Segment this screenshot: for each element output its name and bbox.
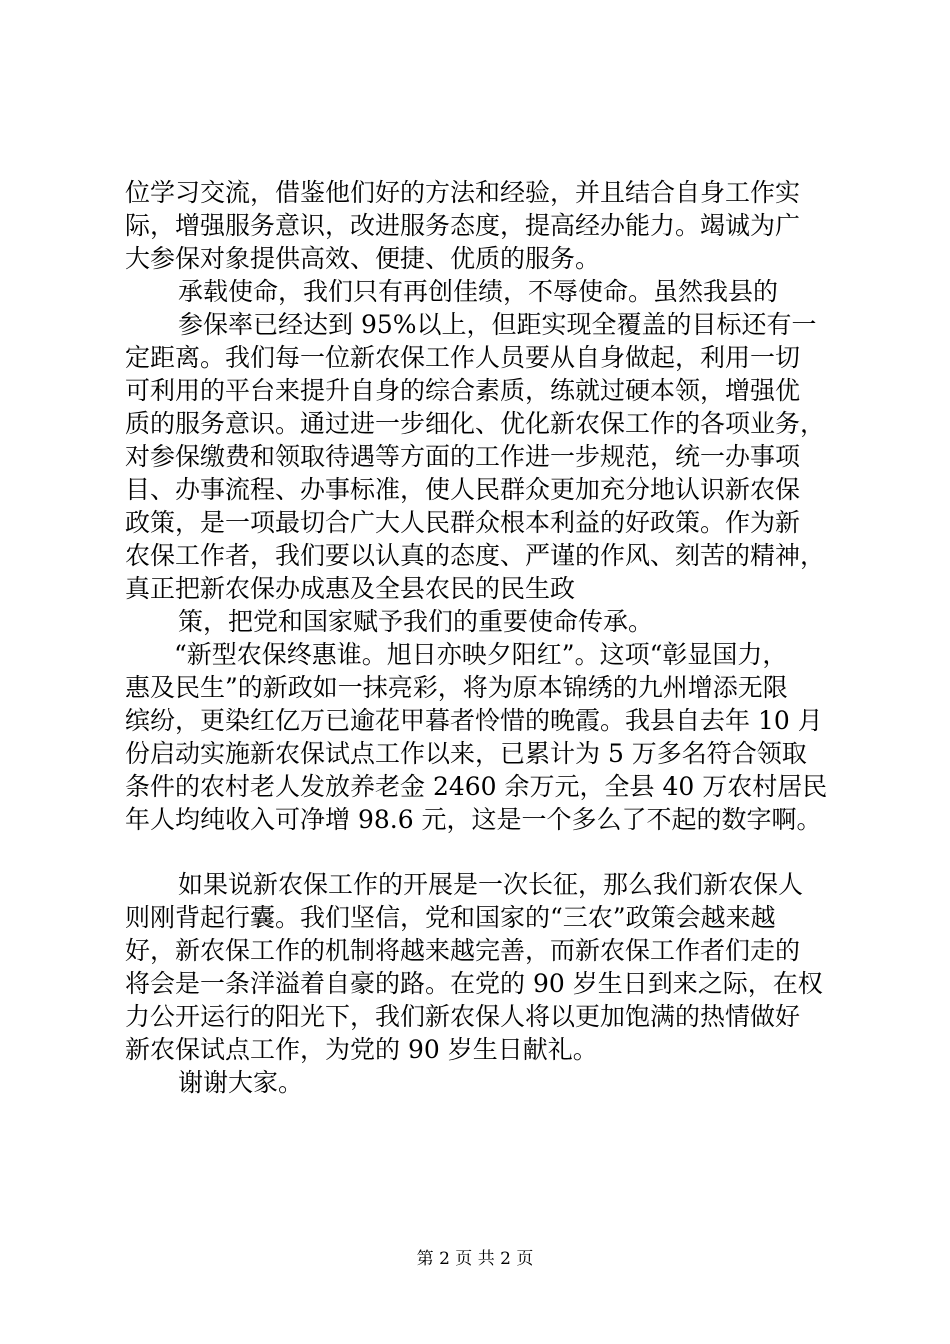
text-line: 好，新农保工作的机制将越来越完善，而新农保工作者们走的 — [125, 936, 801, 965]
text-line: 真正把新农保办成惠及全县农民的民生政 — [125, 574, 576, 603]
text-line: 如果说新农保工作的开展是一次长征，那么我们新农保人 — [178, 870, 804, 899]
text-line: 新农保试点工作，为党的 90 岁生日献礼。 — [125, 1035, 598, 1064]
text-line: 位学习交流，借鉴他们好的方法和经验，并且结合自身工作实 — [125, 178, 801, 207]
text-line: 可利用的平台来提升自身的综合素质，练就过硬本领，增强优 — [125, 376, 801, 405]
text-line: 则刚背起行囊。我们坚信，党和国家的“三农”政策会越来越 — [125, 903, 776, 932]
text-line: 农保工作者，我们要以认真的态度、严谨的作风、刻苦的精神， — [125, 541, 826, 570]
text-line: 政策，是一项最切合广大人民群众根本利益的好政策。作为新 — [125, 508, 801, 537]
text-line: 缤纷，更染红亿万已逾花甲暮者怜惜的晚霞。我县自去年 10 月 — [125, 706, 823, 735]
text-line: 大参保对象提供高效、便捷、优质的服务。 — [125, 244, 601, 273]
text-line: 谢谢大家。 — [178, 1068, 304, 1097]
text-line: 将会是一条洋溢着自豪的路。在党的 90 岁生日到来之际，在权 — [125, 969, 823, 998]
text-line: 对参保缴费和领取待遇等方面的工作进一步规范，统一办事项 — [125, 442, 801, 471]
text-line: 目、办事流程、办事标准，使人民群众更加充分地认识新农保 — [125, 475, 801, 504]
text-line: 参保率已经达到 95%以上，但距实现全覆盖的目标还有一 — [178, 310, 817, 339]
text-line: 份启动实施新农保试点工作以来，已累计为 5 万多名符合领取 — [125, 739, 807, 768]
text-line: 际，增强服务意识，改进服务态度，提高经办能力。竭诚为广 — [125, 211, 801, 240]
text-line: 力公开运行的阳光下，我们新农保人将以更加饱满的热情做好 — [125, 1002, 801, 1031]
text-line: 条件的农村老人发放养老金 2460 余万元，全县 40 万农村居民 — [125, 772, 828, 801]
text-line: 质的服务意识。通过进一步细化、优化新农保工作的各项业务， — [125, 409, 826, 438]
text-line: 年人均纯收入可净增 98.6 元，这是一个多么了不起的数字啊。 — [125, 805, 822, 834]
text-line: 策，把党和国家赋予我们的重要使命传承。 — [178, 607, 654, 636]
page-footer: 第 2 页 共 2 页 — [416, 1249, 534, 1269]
text-line: “新型农保终惠谁。旭日亦映夕阳红”。这项“彰显国力， — [174, 640, 788, 669]
text-line: 定距离。我们每一位新农保工作人员要从自身做起，利用一切 — [125, 343, 801, 372]
text-line: 承载使命，我们只有再创佳绩，不辱使命。虽然我县的 — [178, 277, 779, 306]
text-line: 惠及民生”的新政如一抹亮彩，将为原本锦绣的九州增添无限 — [125, 673, 788, 702]
